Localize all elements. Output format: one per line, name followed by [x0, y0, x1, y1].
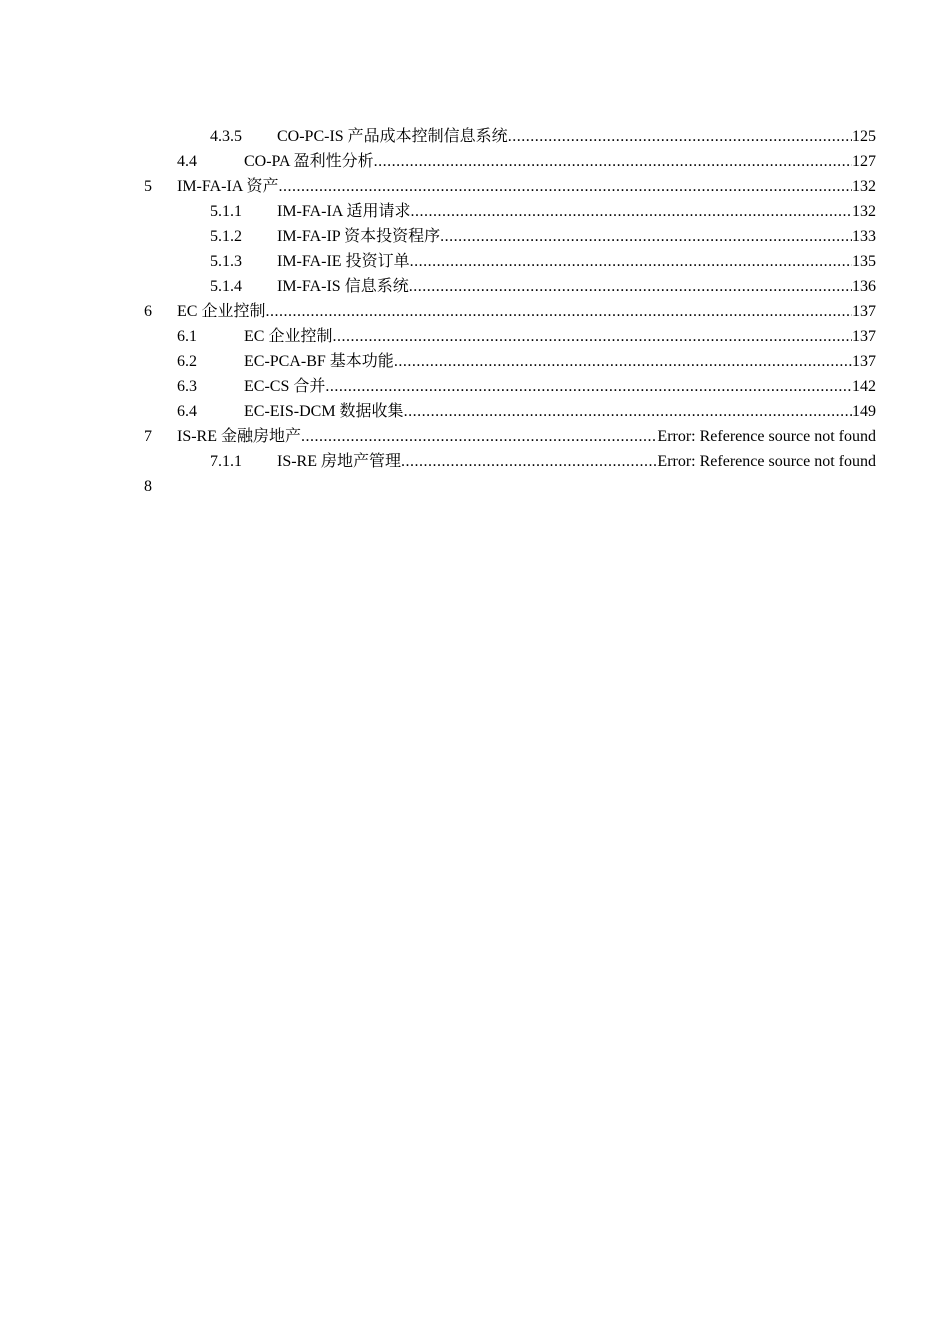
toc-entry-page: 137	[852, 353, 876, 370]
toc-entry[interactable]	[0, 424, 950, 449]
toc-dot-leader	[332, 324, 852, 349]
toc-entry-page: 142	[852, 378, 876, 395]
toc-entry-page: Error: Reference source not found	[657, 428, 876, 445]
toc-entry-page: 132	[852, 178, 876, 195]
toc-entry[interactable]	[0, 349, 950, 374]
toc-dot-leader	[410, 199, 852, 224]
toc-entry-number: 4.4	[177, 153, 197, 170]
toc-entry-title: IM-FA-IS 信息系统	[277, 278, 409, 295]
toc-entry-title: CO-PA 盈利性分析	[244, 153, 374, 170]
toc-entry-number: 5	[144, 178, 152, 195]
toc-entry[interactable]	[0, 274, 950, 299]
toc-entry[interactable]	[0, 149, 950, 174]
toc-entry[interactable]	[0, 224, 950, 249]
toc-entry-incomplete	[0, 474, 950, 499]
toc-entry-title: IS-RE 房地产管理	[277, 453, 402, 470]
toc-dot-leader	[409, 274, 852, 299]
toc-entry[interactable]	[0, 199, 950, 224]
toc-entry[interactable]	[0, 324, 950, 349]
toc-entry-number: 5.1.4	[210, 278, 242, 295]
toc-entry-number: 6	[144, 303, 152, 320]
toc-entry-page: 135	[852, 253, 876, 270]
toc-entry-title: EC-CS 合并	[244, 378, 326, 395]
toc-entry-number: 6.2	[177, 353, 197, 370]
toc-dot-leader	[278, 174, 852, 199]
toc-dot-leader	[394, 349, 852, 374]
toc-entry-number: 4.3.5	[210, 128, 242, 145]
toc-dot-leader	[401, 449, 657, 474]
toc-entry-page: 136	[852, 278, 876, 295]
toc-entry-page: 149	[852, 403, 876, 420]
toc-entry[interactable]	[0, 174, 950, 199]
toc-entry-title: EC-EIS-DCM 数据收集	[244, 403, 404, 420]
toc-entry-number: 7.1.1	[210, 453, 242, 470]
toc-entry-page: 133	[852, 228, 876, 245]
toc-entry-page: 137	[852, 303, 876, 320]
toc-entry-title: IM-FA-IP 资本投资程序	[277, 228, 441, 245]
toc-entry-number: 8	[144, 478, 152, 495]
toc-entry-title: IM-FA-IA 资产	[177, 178, 279, 195]
toc-entry-title: EC 企业控制	[177, 303, 266, 320]
toc-entry-title: EC 企业控制	[244, 328, 333, 345]
toc-dot-leader	[265, 299, 852, 324]
table-of-contents	[0, 124, 950, 499]
toc-entry-title: EC-PCA-BF 基本功能	[244, 353, 394, 370]
toc-entry-page: 137	[852, 328, 876, 345]
toc-dot-leader	[325, 374, 852, 399]
toc-entry[interactable]	[0, 124, 950, 149]
toc-entry-page: Error: Reference source not found	[657, 453, 876, 470]
toc-entry-number: 6.1	[177, 328, 197, 345]
toc-dot-leader	[410, 249, 852, 274]
toc-dot-leader	[508, 124, 852, 149]
toc-entry-number: 6.4	[177, 403, 197, 420]
toc-entry[interactable]	[0, 399, 950, 424]
toc-entry[interactable]	[0, 449, 950, 474]
toc-entry[interactable]	[0, 299, 950, 324]
toc-entry-page: 127	[852, 153, 876, 170]
toc-entry-page: 125	[852, 128, 876, 145]
toc-entry-number: 5.1.2	[210, 228, 242, 245]
toc-entry-title: IM-FA-IE 投资订单	[277, 253, 410, 270]
toc-dot-leader	[374, 149, 852, 174]
toc-dot-leader	[301, 424, 657, 449]
toc-entry-page: 132	[852, 203, 876, 220]
toc-entry-title: IS-RE 金融房地产	[177, 428, 302, 445]
toc-entry-number: 7	[144, 428, 152, 445]
toc-entry-number: 5.1.3	[210, 253, 242, 270]
toc-entry-title: CO-PC-IS 产品成本控制信息系统	[277, 128, 508, 145]
toc-dot-leader	[404, 399, 852, 424]
toc-entry[interactable]	[0, 249, 950, 274]
toc-entry-number: 6.3	[177, 378, 197, 395]
toc-dot-leader	[440, 224, 852, 249]
toc-entry-number: 5.1.1	[210, 203, 242, 220]
toc-entry[interactable]	[0, 374, 950, 399]
toc-entry-title: IM-FA-IA 适用请求	[277, 203, 411, 220]
